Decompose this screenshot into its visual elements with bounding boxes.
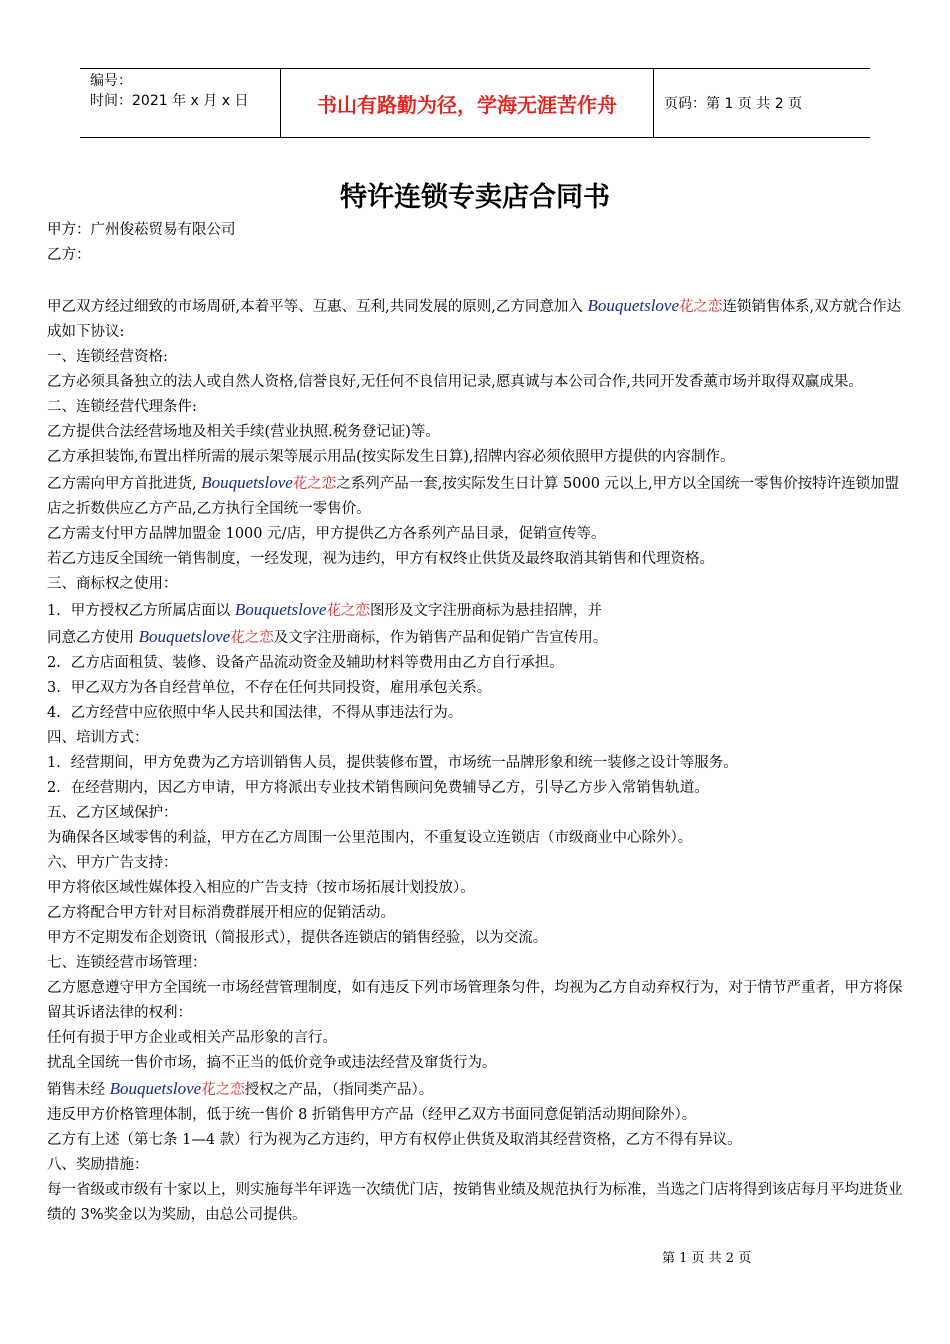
party-a: 甲方：广州俊菘贸易有限公司 xyxy=(47,222,236,238)
section-heading: 六、甲方广告支持： xyxy=(47,855,178,871)
paragraph: 乙方需向甲方首批进货, Bouquetslove花之恋之系列产品一套,按实际发生日计算 5000 元以上,甲方以全国统一零售价按特许连锁加盟店之折数供应乙方产品,乙方执行全国统一零售价。 xyxy=(47,473,900,517)
document-title: 特许连锁专卖店合同书 xyxy=(340,182,610,213)
paragraph: 4．乙方经营中应依照中华人民共和国法律，不得从事违法行为。 xyxy=(47,705,463,721)
paragraph: 乙方提供合法经营场地及相关手续(营业执照.税务登记证)等。 xyxy=(47,424,440,440)
party-b: 乙方： xyxy=(47,247,91,263)
paragraph: 1．甲方授权乙方所属店面以 Bouquetslove花之恋图形及文字注册商标为悬挂招牌，并 xyxy=(47,600,602,619)
intro-paragraph: 甲乙双方经过细致的市场周研,本着平等、互惠、互利,共同发展的原则,乙方同意加入 Bouquetslove花之恋连锁销售体系,双方就合作达成如下协议: xyxy=(47,296,902,340)
paragraph: 2．在经营期内，因乙方申请，甲方将派出专业技术销售顾问免费辅导乙方，引导乙方步入常销售轨道。 xyxy=(47,780,709,796)
document-body xyxy=(47,218,907,1228)
paragraph: 每一省级或市级有十家以上，则实施每半年评选一次绩优门店，按销售业绩及规范执行为标准，当选之门店将得到该店每月平均进货业绩的 3%奖金以为奖励，由总公司提供。 xyxy=(47,1182,903,1223)
paragraph: 若乙方违反全国统一销售制度，一经发现，视为违约，甲方有权终止供货及最终取消其销售和代理资格。 xyxy=(47,551,714,567)
brand-name-cn: 花之恋 xyxy=(326,603,370,619)
page-header xyxy=(80,68,870,138)
section-heading: 七、连锁经营市场管理： xyxy=(47,955,207,971)
paragraph: 3．甲乙双方为各自经营单位，不存在任何共同投资，雇用承包关系。 xyxy=(47,680,492,696)
section-heading: 八、奖励措施： xyxy=(47,1157,149,1173)
header-meta xyxy=(80,69,281,137)
header-page-info: 页码：第 1 页 共 2 页 xyxy=(664,96,803,112)
brand-name-cn: 花之恋 xyxy=(292,476,337,492)
paragraph: 违反甲方价格管理体制，低于统一售价 8 折销售甲方产品（经甲乙双方书面同意促销活动期间除外）。 xyxy=(47,1107,697,1123)
paragraph: 乙方将配合甲方针对目标消费群展开相应的促销活动。 xyxy=(47,905,395,921)
paragraph: 2．乙方店面租赁、装修、设备产品流动资金及辅助材料等费用由乙方自行承担。 xyxy=(47,655,564,671)
paragraph: 同意乙方使用 Bouquetslove花之恋及文字注册商标，作为销售产品和促销广告宣传用。 xyxy=(47,627,608,646)
section-heading: 三、商标权之使用： xyxy=(47,576,178,592)
document-number: 编号： xyxy=(90,73,132,89)
header-motto: 书山有路勤为径，学海无涯苦作舟 xyxy=(281,69,654,137)
brand-name-en: Bouquetslove xyxy=(201,473,293,492)
paragraph: 乙方必须具备独立的法人或自然人资格,信誉良好,无任何不良信用记录,愿真诚与本公司合作,共同开发香薰市场并取得双赢成果。 xyxy=(47,374,863,390)
section-heading: 五、乙方区域保护： xyxy=(47,805,178,821)
paragraph: 乙方愿意遵守甲方全国统一市场经营管理制度，如有违反下列市场管理条匀件，均视为乙方自动弃权行为，对于情节严重者，甲方将保留其诉诸法律的权利： xyxy=(47,980,903,1021)
page-footer: 第 1 页 共 2 页 xyxy=(662,1251,752,1266)
brand-name-cn: 花之恋 xyxy=(201,1082,245,1098)
section-heading: 四、培训方式： xyxy=(47,730,149,746)
paragraph: 任何有损于甲方企业或相关产品形象的言行。 xyxy=(47,1030,337,1046)
paragraph: 乙方承担装饰,布置出样所需的展示架等展示用品(按实际发生日算),招牌内容必须依照甲方提供的内容制作。 xyxy=(47,449,735,465)
brand-name-en: Bouquetslove xyxy=(109,1079,202,1098)
paragraph: 甲方不定期发布企划资讯（简报形式），提供各连锁店的销售经验，以为交流。 xyxy=(47,930,548,946)
paragraph: 乙方有上述（第七条 1—4 款）行为视为乙方违约，甲方有权停止供货及取消其经营资格，乙方不得有异议。 xyxy=(47,1132,742,1148)
brand-name-cn: 花之恋 xyxy=(230,630,274,646)
paragraph: 为确保各区域零售的利益，甲方在乙方周围一公里范围内，不重复设立连锁店（市级商业中心除外）。 xyxy=(47,830,693,846)
section-heading: 二、连锁经营代理条件: xyxy=(47,399,197,415)
paragraph: 1．经营期间，甲方免费为乙方培训销售人员，提供装修布置，市场统一品牌形象和统一装修之设计等服务。 xyxy=(47,755,738,771)
document-date: 时间：2021 年 x 月 x 日 xyxy=(90,93,249,109)
brand-name-cn: 花之恋 xyxy=(679,299,723,315)
brand-name-en: Bouquetslove xyxy=(587,296,680,315)
brand-name-en: Bouquetslove xyxy=(234,600,327,619)
paragraph: 扰乱全国统一售价市场，搞不正当的低价竞争或违法经营及窜货行为。 xyxy=(47,1055,497,1071)
paragraph: 乙方需支付甲方品牌加盟金 1000 元/店，甲方提供乙方各系列产品目录，促销宣传等。 xyxy=(47,526,606,542)
section-heading: 一、连锁经营资格: xyxy=(47,349,168,365)
paragraph: 甲方将依区域性媒体投入相应的广告支持（按市场拓展计划投放）。 xyxy=(47,880,475,896)
paragraph: 销售未经 Bouquetslove花之恋授权之产品，（指同类产品）。 xyxy=(47,1079,434,1098)
brand-name-en: Bouquetslove xyxy=(138,627,231,646)
